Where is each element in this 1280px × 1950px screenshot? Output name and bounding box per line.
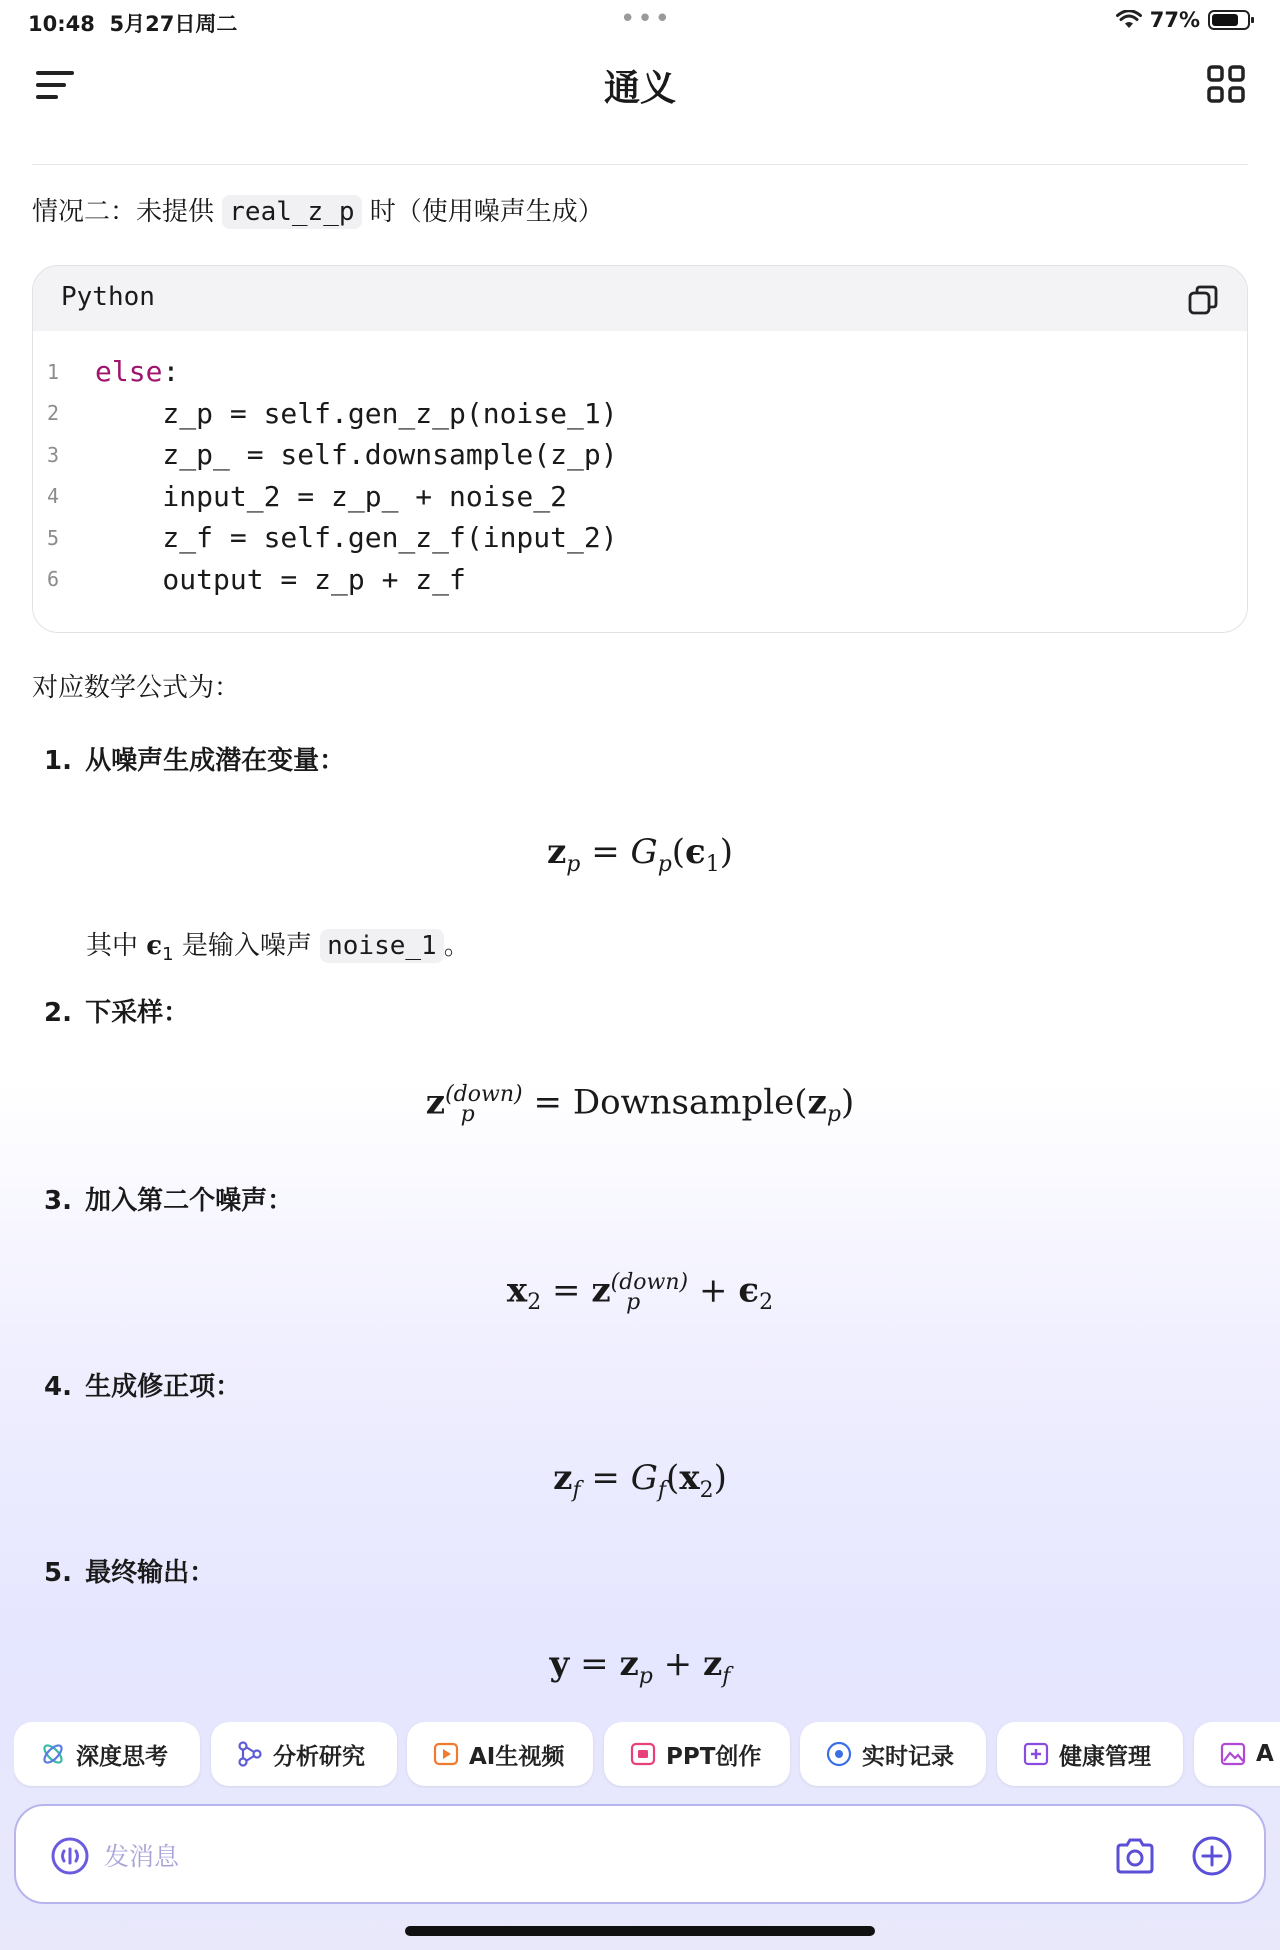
- code-line: [33, 517, 1247, 559]
- list-item-5: [44, 1552, 215, 1589]
- code-header: [33, 266, 1247, 331]
- code-text: input_2 = z_p_ + noise_2: [95, 479, 568, 513]
- chip-label: A: [1256, 1741, 1274, 1767]
- page-title: 通义: [603, 68, 676, 109]
- chip-ai-image[interactable]: [1194, 1722, 1280, 1786]
- code-line: [33, 351, 1247, 393]
- math-intro: 对应数学公式为：: [32, 673, 241, 703]
- image-icon: [1220, 1741, 1246, 1767]
- line-number: 5: [47, 525, 60, 550]
- inline-code: real_z_p: [222, 195, 361, 229]
- battery-fill: [1212, 14, 1238, 26]
- line-number: 4: [47, 484, 60, 509]
- list-item-1: [44, 740, 345, 777]
- code-line: [33, 393, 1247, 435]
- code-line: [33, 559, 1247, 601]
- presentation-icon: [630, 1741, 656, 1767]
- intro-prefix: 情况二：未提供: [32, 197, 215, 227]
- code-text: z_p_ = self.downsample(z_p): [95, 438, 618, 472]
- battery-percent: 77%: [1149, 8, 1200, 32]
- code-language: Python: [61, 282, 155, 312]
- item-number: 2.: [44, 998, 72, 1028]
- multitask-dots[interactable]: •••: [620, 4, 673, 34]
- network-icon: [237, 1741, 263, 1767]
- code-text: output = z_p + z_f: [95, 562, 466, 596]
- status-date: 5月27日周二: [109, 12, 238, 36]
- status-time: [28, 8, 237, 38]
- item-title: 下采样：: [85, 998, 190, 1028]
- list-item-2: [44, 992, 189, 1029]
- quick-actions: [14, 1722, 1280, 1788]
- item-number: 1.: [44, 746, 72, 776]
- line-number: 6: [47, 567, 60, 592]
- home-indicator[interactable]: [405, 1926, 875, 1936]
- chip-label: 实时记录: [862, 1743, 954, 1770]
- menu-icon[interactable]: [36, 68, 76, 104]
- wifi-icon: [1116, 10, 1142, 30]
- chip-health[interactable]: [997, 1722, 1183, 1786]
- formula-4: $z_f = G_f(x_2)$: [553, 1458, 727, 1503]
- code-body: [33, 331, 1247, 600]
- atom-icon: [40, 1741, 66, 1767]
- code-text: z_f = self.gen_z_f(input_2): [95, 521, 618, 555]
- item-title: 最终输出：: [85, 1558, 216, 1588]
- list-item-4: [44, 1366, 241, 1403]
- intro-line: [32, 192, 604, 232]
- health-icon: [1023, 1741, 1049, 1767]
- code-line: [33, 434, 1247, 476]
- list-item-3: [44, 1180, 293, 1217]
- chip-label: 深度思考: [76, 1743, 168, 1770]
- code-block: [32, 265, 1248, 633]
- chip-deep-think[interactable]: [14, 1722, 200, 1786]
- apps-grid-icon[interactable]: [1206, 64, 1246, 104]
- code-line: [33, 476, 1247, 518]
- voice-icon[interactable]: [50, 1836, 90, 1876]
- chip-label: PPT创作: [666, 1743, 762, 1770]
- item-title: 生成修正项：: [85, 1372, 242, 1402]
- battery-icon: [1208, 10, 1250, 30]
- formula-5: $y = z_p + z_f$: [549, 1644, 731, 1689]
- plus-icon[interactable]: [1190, 1834, 1234, 1878]
- divider: [32, 164, 1248, 165]
- item-title: 从噪声生成潜在变量：: [85, 746, 346, 776]
- line-number: 3: [47, 442, 60, 467]
- video-icon: [433, 1741, 459, 1767]
- chip-live-record[interactable]: [800, 1722, 986, 1786]
- inline-code: noise_1: [320, 929, 444, 963]
- line-number: 1: [47, 359, 60, 384]
- code-text: z_p = self.gen_z_p(noise_1): [95, 396, 618, 430]
- intro-suffix: 时（使用噪声生成）: [369, 197, 604, 227]
- camera-icon[interactable]: [1114, 1836, 1156, 1876]
- chip-analysis[interactable]: [211, 1722, 397, 1786]
- chip-label: 分析研究: [273, 1743, 365, 1770]
- code-text: :: [162, 355, 180, 389]
- formula-note: 其中 $\epsilon_1$ 是输入噪声 noise_1 。: [86, 931, 470, 966]
- formula-1: $z_p = G_p(\epsilon_1)$: [546, 832, 734, 877]
- code-keyword: else: [95, 355, 163, 389]
- record-icon: [826, 1741, 852, 1767]
- item-number: 3.: [44, 1186, 72, 1216]
- copy-icon[interactable]: [1187, 284, 1219, 316]
- message-input[interactable]: [102, 1832, 1006, 1880]
- item-number: 5.: [44, 1558, 72, 1588]
- formula-2: $z^{(down)}_p$ = $Downsample(z_p)$: [425, 1082, 855, 1128]
- status-clock: 10:48: [28, 12, 95, 36]
- status-right: [1116, 8, 1250, 32]
- chip-ppt[interactable]: [604, 1722, 790, 1786]
- item-number: 4.: [44, 1372, 72, 1402]
- chip-ai-video[interactable]: [407, 1722, 593, 1786]
- chip-label: AI生视频: [469, 1743, 565, 1770]
- line-number: 2: [47, 401, 60, 426]
- formula-3: $x_2 = z^{(down)}_p + \epsilon_2$: [506, 1270, 774, 1316]
- message-bar: [14, 1804, 1266, 1904]
- item-title: 加入第二个噪声：: [85, 1186, 294, 1216]
- chip-label: 健康管理: [1059, 1743, 1151, 1770]
